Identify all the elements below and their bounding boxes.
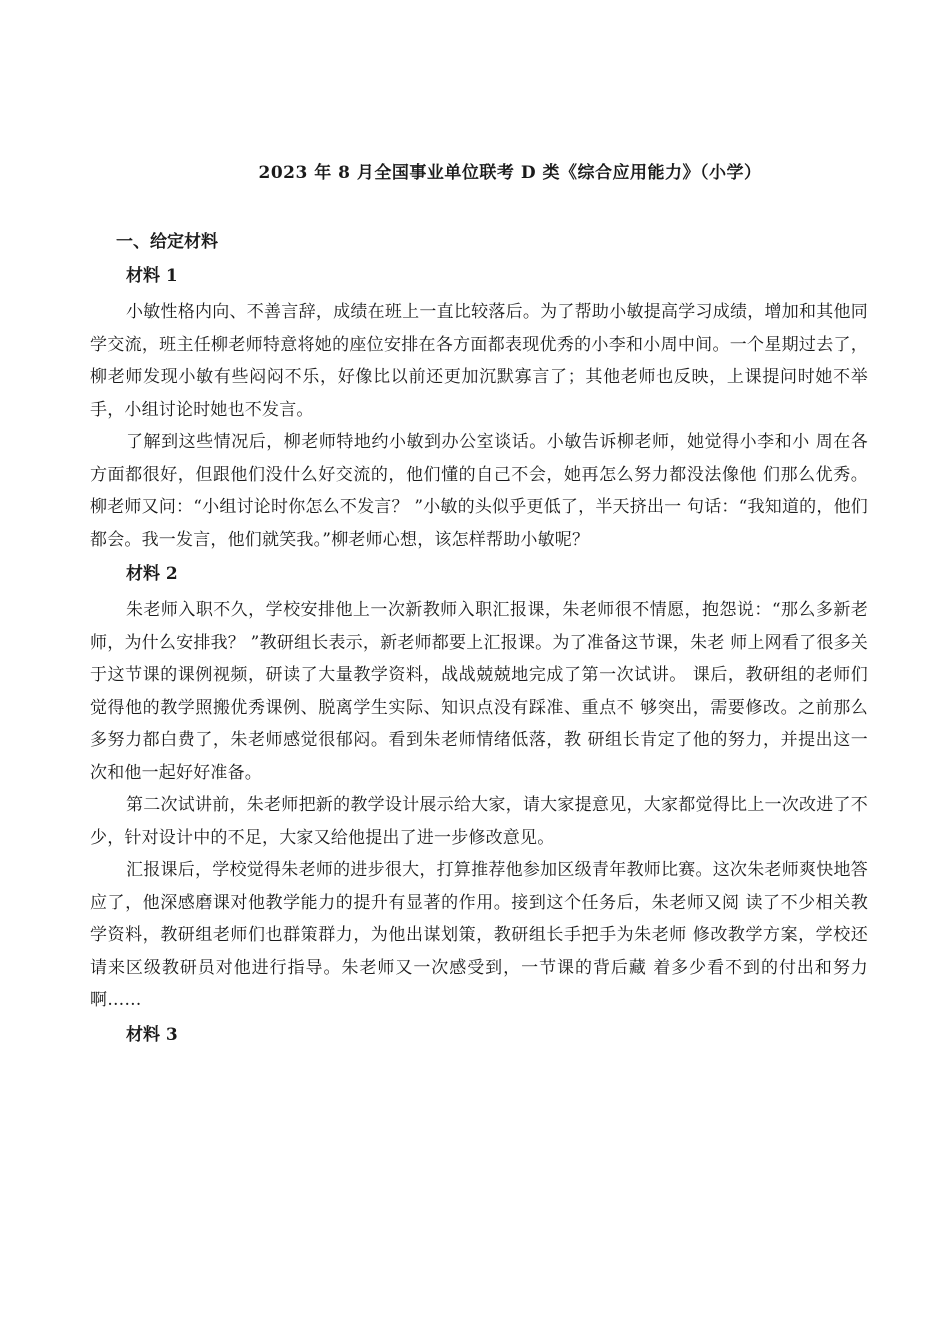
material-2-paragraph-1: 朱老师入职不久，学校安排他上一次新教师入职汇报课，朱老师很不情愿，抱怨说：“那么多新老师，为什么安排我？ ”教研组长表示，新老师都要上汇报课。为了准备这节课，朱老 师上网看了很多关于这节课的课例视频，研读了大量教学资料，战战兢兢地完成了第一次试讲。 课后，教研组的老师们觉得他的教学照搬优秀课例、脱离学生实际、知识点没有踩准、重点不 够突出，需要修改。之前那么多努力都白费了，朱老师感觉很郁闷。看到朱老师情绪低落，教 研组长肯定了他的努力，并提出这一次和他一起好好准备。 bbox=[90, 600, 868, 783]
document-title: 2023 年 8 月全国事业单位联考 D 类《综合应用能力》（小学） bbox=[258, 163, 762, 183]
material-2-paragraph-2: 第二次试讲前，朱老师把新的教学设计展示给大家，请大家提意见，大家都觉得比上一次改进了不少，针对设计中的不足，大家又给他提出了进一步修改意见。 bbox=[90, 795, 868, 848]
material-3-heading: 材料 3 bbox=[126, 1024, 178, 1045]
material-2-paragraph-3: 汇报课后，学校觉得朱老师的进步很大，打算推荐他参加区级青年教师比赛。这次朱老师爽快地答应了，他深感磨课对他教学能力的提升有显著的作用。接到这个任务后，朱老师又阅 读了不少相关教学资料，教研组老师们也群策群力，为他出谋划策，教研组长手把手为朱老师 修改教学方案，学校还请来区级教研员对他进行指导。朱老师又一次感受到，一节课的背后藏 着多少看不到的付出和努力啊…… bbox=[90, 860, 868, 1010]
section-heading: 一、给定材料 bbox=[116, 232, 218, 252]
material-1-paragraph-1: 小敏性格内向、不善言辞，成绩在班上一直比较落后。为了帮助小敏提高学习成绩，增加和其他同学交流，班主任柳老师特意将她的座位安排在各方面都表现优秀的小李和小周中间。一个星期过去了，柳老师发现小敏有些闷闷不乐，好像比以前还更加沉默寡言了；其他老师也反映，上课提问时她不举手，小组讨论时她也不发言。 bbox=[90, 302, 868, 420]
material-2-heading: 材料 2 bbox=[126, 564, 178, 584]
material-1-paragraph-2: 了解到这些情况后，柳老师特地约小敏到办公室谈话。小敏告诉柳老师，她觉得小李和小 周在各方面都很好，但跟他们没什么好交流的，他们懂的自己不会，她再怎么努力都没法像他 们那么优秀。柳老师又问：“小组讨论时你怎么不发言？ ”小敏的头似乎更低了，半天挤出一 句话：“我知道的，他们都会。我一发言，他们就笑我。”柳老师心想，该怎样帮助小敏呢？ bbox=[90, 432, 868, 550]
document-body bbox=[90, 228, 868, 1055]
material-1-heading: 材料 1 bbox=[126, 266, 178, 286]
